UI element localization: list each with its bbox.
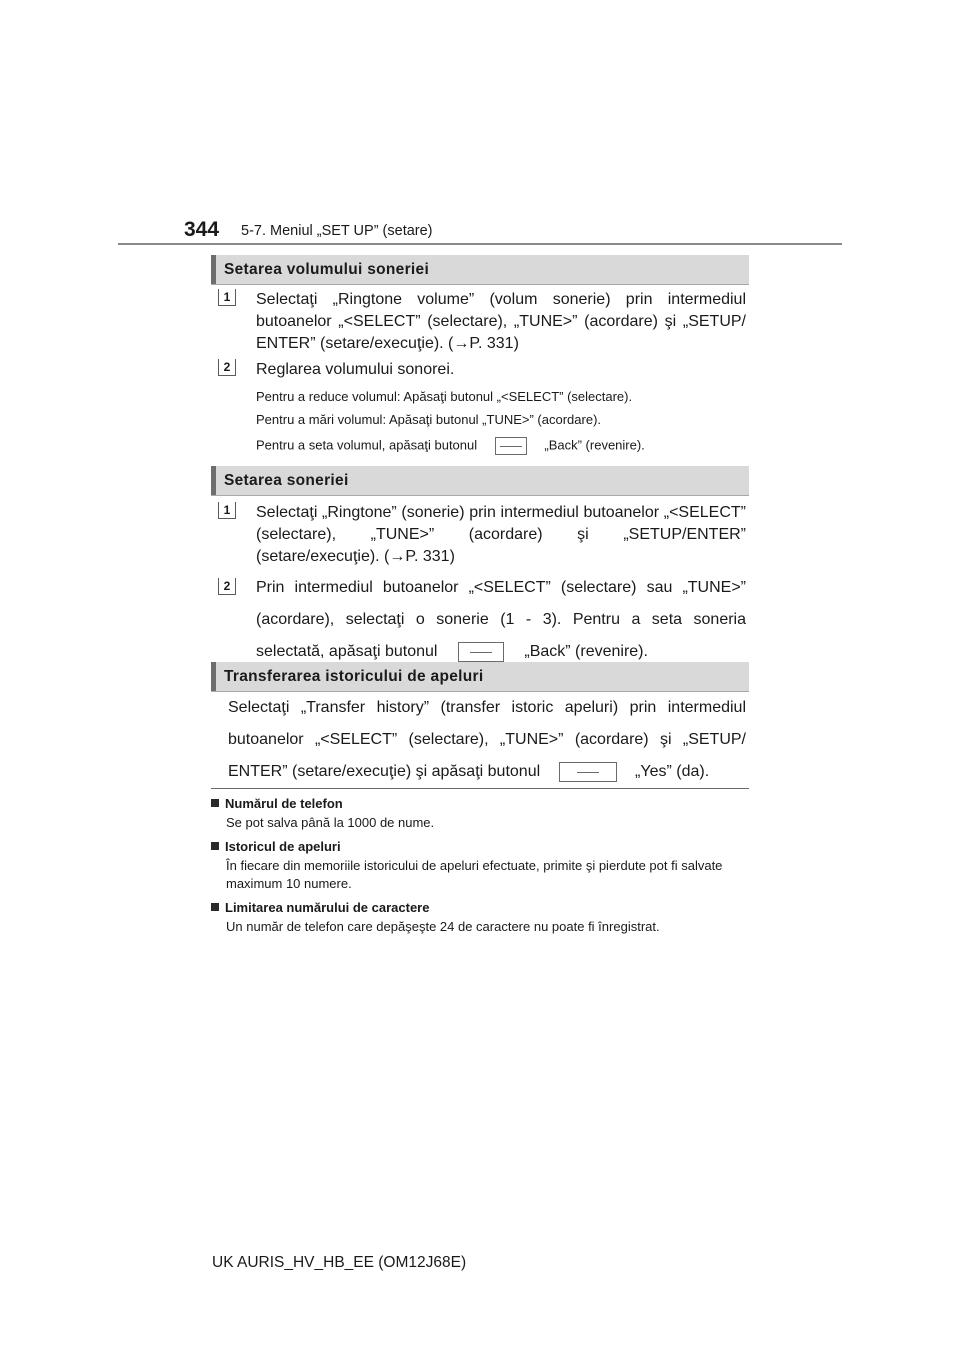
square-bullet-icon [211, 903, 219, 911]
step-text-part: Prin intermediul butoanelor „<SELECT” (selectare) sau „TUNE>” (acordare), selectaţi o sonerie (1 - 3). Pentru a seta soneria selectată, apăsaţi butonul [256, 579, 746, 660]
step-text-part: Selectaţi „Transfer history” (transfer istoric apeluri) prin intermediul butoanelor „<SELECT” (selectare), „TUNE>” (acordare) şi „SETUP/ ENTER” (setare/execuţie) şi apăsaţi butonul [228, 699, 746, 780]
step-text-part: „Back” (revenire). [524, 643, 648, 660]
step-text: Reglarea volumului sonorei. [256, 361, 455, 378]
section-title: Setarea soneriei [224, 472, 349, 489]
step-text: Selectaţi „Ringtone volume” (volum sonerie) prin intermediul butoanelor „<SELECT” (selectare), „TUNE>” (acordare) şi „SETUP/ ENTER” (setare/execuţie). (→P. 331) [256, 291, 746, 352]
page-number: 344 [184, 218, 220, 241]
note-body: În fiecare din memoriile istoricului de apeluri efectuate, primite şi pierdute pot fi salvate maximum 10 numere. [226, 858, 723, 891]
step-text: Selectaţi „Ringtone” (sonerie) prin intermediul butoanelor „<SELECT” (selectare), „TUNE>” (acordare) şi „SETUP/ENTER” (setare/execuţie). (→P. 331) [256, 504, 746, 565]
sub-instruction: Pentru a mări volumul: Apăsaţi butonul „TUNE>” (acordare). [256, 412, 602, 427]
back-button-icon [458, 642, 504, 662]
back-button-icon [495, 437, 527, 455]
sub-instruction-text: „Back” (revenire). [544, 437, 645, 453]
note-item [211, 839, 749, 893]
section-header-call-history [211, 662, 749, 692]
section-header-bar [211, 466, 216, 495]
section-header-bar [211, 662, 216, 691]
step-text-part: „Yes” (da). [635, 763, 710, 780]
step-text [228, 692, 746, 788]
step-text [256, 572, 746, 668]
step-number: 2 [218, 359, 236, 376]
note-title [211, 796, 749, 811]
yes-button-icon [559, 762, 617, 782]
note-title-text: Istoricul de apeluri [225, 839, 341, 854]
section-title: Transferarea istoricului de apeluri [224, 668, 484, 685]
note-item [211, 796, 749, 832]
note-item [211, 900, 749, 936]
sub-instruction [256, 437, 645, 455]
note-body: Se pot salva până la 1000 de nume. [226, 815, 435, 830]
step-number: 1 [218, 502, 236, 519]
note-body: Un număr de telefon care depăşeşte 24 de caractere nu poate fi înregistrat. [226, 919, 660, 934]
section-header-bar [211, 255, 216, 284]
step-number: 1 [218, 289, 236, 306]
note-title [211, 839, 749, 854]
note-title [211, 900, 749, 915]
document-code: UK AURIS_HV_HB_EE (OM12J68E) [212, 1254, 467, 1271]
note-title-text: Numărul de telefon [225, 796, 343, 811]
section-header-ringtone [211, 466, 749, 496]
chapter-title: 5-7. Meniul „SET UP” (setare) [241, 223, 433, 239]
section-header-ringtone-volume [211, 255, 749, 285]
header-rule [118, 243, 842, 245]
notes-divider [211, 788, 749, 789]
step-number: 2 [218, 578, 236, 595]
note-title-text: Limitarea numărului de caractere [225, 900, 430, 915]
section-title: Setarea volumului soneriei [224, 261, 430, 278]
square-bullet-icon [211, 842, 219, 850]
sub-instruction-text: Pentru a seta volumul, apăsaţi butonul [256, 437, 478, 453]
sub-instruction: Pentru a reduce volumul: Apăsaţi butonul „<SELECT” (selectare). [256, 389, 633, 404]
square-bullet-icon [211, 799, 219, 807]
